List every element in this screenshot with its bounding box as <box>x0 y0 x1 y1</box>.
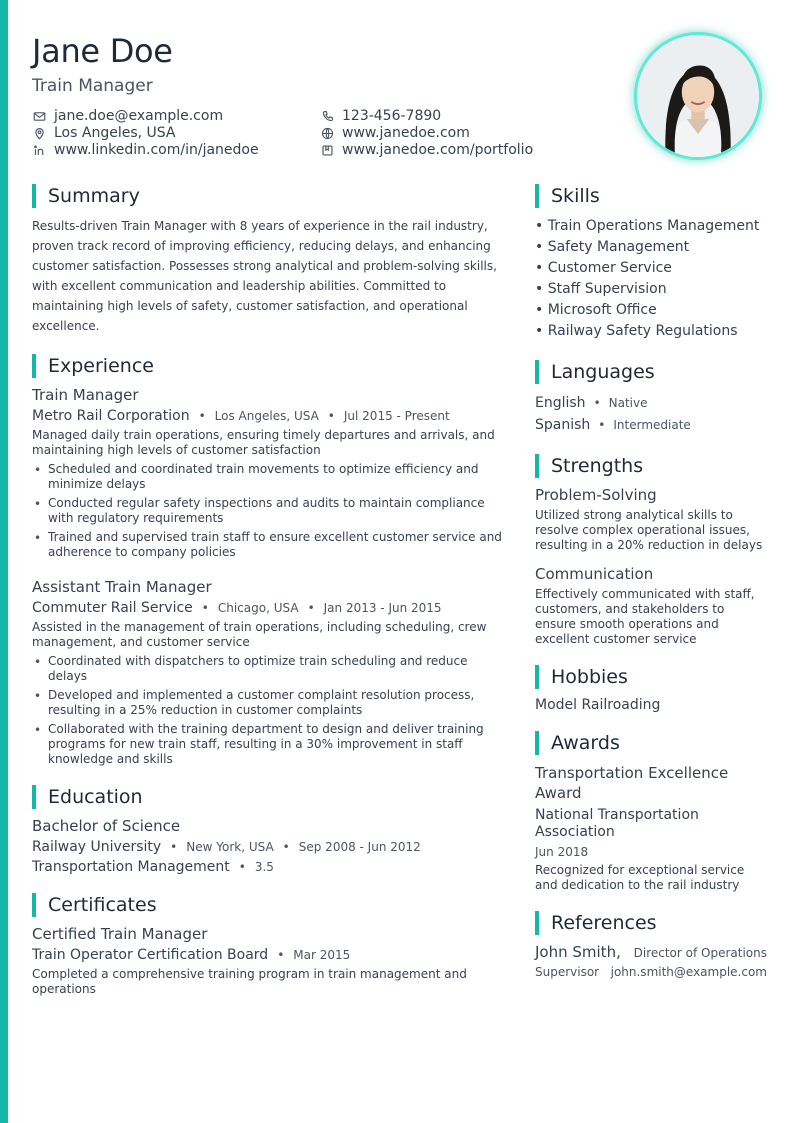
left-column <box>32 184 508 1015</box>
languages-heading <box>535 360 767 384</box>
job-bullets <box>32 462 508 560</box>
strength-item <box>535 486 767 553</box>
degree: Bachelor of Science <box>32 817 181 835</box>
linkedin-icon <box>32 144 46 158</box>
strengths-heading <box>535 454 767 478</box>
heading-accent <box>535 731 539 755</box>
job-entry <box>32 386 508 560</box>
job-bullet: • Conducted regular safety inspections and audits to maintain compliance with regulatory requirements <box>32 496 508 526</box>
certificate-issuer: Train Operator Certification Board <box>32 947 269 963</box>
languages-list <box>535 392 767 436</box>
strength-title: Communication <box>535 565 654 583</box>
summary-heading <box>32 184 508 208</box>
certificate-description: Completed a comprehensive training program in train management and operations <box>32 967 467 996</box>
summary-text: Results-driven Train Manager with 8 years of experience in the rail industry, proven track record of improving efficiency, reducing delays, and enhancing customer satisfaction. Possesses strong analytical and problem-solving skills, with excellent communication and leadership abilities. Committed to maintaining high levels of safety, customer satisfaction, and operational excellence. <box>32 219 497 333</box>
language-name: Spanish <box>535 417 591 433</box>
school-location: New York, USA <box>186 840 274 854</box>
heading-accent <box>535 454 539 478</box>
job-company: Commuter Rail Service <box>32 600 193 616</box>
award-description: Recognized for exceptional service and dedication to the rail industry <box>535 863 745 892</box>
skill-item: • Train Operations Management <box>535 218 760 234</box>
job-dates: Jul 2015 - Present <box>343 409 450 423</box>
language-name: English <box>535 395 586 411</box>
education-field-row <box>32 859 508 875</box>
job-bullets <box>32 654 508 767</box>
contact-website[interactable] <box>320 125 533 142</box>
skill-item: • Microsoft Office <box>535 302 657 318</box>
profile-photo-illustration <box>637 35 759 157</box>
separator-dot: • <box>170 840 178 854</box>
separator-dot: • <box>277 948 285 962</box>
reference-email[interactable]: john.smith@example.com <box>610 965 767 979</box>
job-bullet: • Scheduled and coordinated train movements to optimize efficiency and minimize delays <box>32 462 508 492</box>
separator-dot: • <box>201 601 209 615</box>
award-entry <box>535 763 767 893</box>
heading-accent <box>32 893 36 917</box>
reference-entry <box>535 943 767 979</box>
separator-dot: • <box>238 860 246 874</box>
job-company: Metro Rail Corporation <box>32 408 190 424</box>
skill-item: • Customer Service <box>535 260 672 276</box>
job-meta <box>32 408 508 424</box>
skill-item: • Staff Supervision <box>535 281 667 297</box>
job-bullet: • Coordinated with dispatchers to optimize train scheduling and reduce delays <box>32 654 508 684</box>
gpa: 3.5 <box>254 860 274 874</box>
website-text: www.janedoe.com <box>342 125 470 141</box>
contact-phone[interactable] <box>320 108 533 125</box>
contact-linkedin[interactable] <box>32 142 259 159</box>
right-column <box>535 184 767 979</box>
contact-location <box>32 125 259 142</box>
strength-description: Effectively communicated with staff, customers, and stakeholders to ensure smooth operations and excellent customer service <box>535 587 755 646</box>
languages-heading-text: Languages <box>551 361 655 383</box>
awards-heading-text: Awards <box>551 732 620 754</box>
certificates-heading-text: Certificates <box>48 894 157 916</box>
location-text: Los Angeles, USA <box>54 125 176 141</box>
heading-accent <box>535 360 539 384</box>
separator-dot: • <box>198 409 206 423</box>
profile-photo <box>634 32 762 160</box>
skill-item: • Railway Safety Regulations <box>535 323 738 339</box>
globe-icon <box>320 127 334 141</box>
strength-item <box>535 565 767 647</box>
portfolio-text: www.janedoe.com/portfolio <box>342 142 534 158</box>
job-dates: Jan 2013 - Jun 2015 <box>323 601 442 615</box>
job-title: Assistant Train Manager <box>32 578 212 596</box>
job-location: Chicago, USA <box>217 601 299 615</box>
strength-description: Utilized strong analytical skills to resolve complex operational issues, resulting in a 20% reduction in delays <box>535 508 763 552</box>
phone-text: 123-456-7890 <box>342 108 442 124</box>
heading-accent <box>32 184 36 208</box>
certificates-heading <box>32 893 508 917</box>
award-organization: National Transportation Association <box>535 807 699 840</box>
hobby-item: Model Railroading <box>535 697 661 713</box>
language-item <box>535 392 767 414</box>
education-meta <box>32 839 508 855</box>
award-title: Transportation Excellence Award <box>535 764 729 802</box>
education-entry <box>32 817 508 875</box>
heading-accent <box>32 354 36 378</box>
job-bullet: • Collaborated with the training department to design and deliver training programs for new train staff, resulting in a 30% improvement in staff knowledge and skills <box>32 722 508 767</box>
contact-email[interactable] <box>32 108 259 125</box>
separator-dot: • <box>593 396 601 410</box>
school-name: Railway University <box>32 839 162 855</box>
experience-heading-text: Experience <box>48 355 154 377</box>
field-of-study: Transportation Management <box>32 859 230 875</box>
education-heading <box>32 785 508 809</box>
strengths-heading-text: Strengths <box>551 455 644 477</box>
experience-heading <box>32 354 508 378</box>
job-description: Managed daily train operations, ensuring timely departures and arrivals, and maintaining high levels of customer satisfaction <box>32 428 495 457</box>
references-heading <box>535 911 767 935</box>
separator-dot: • <box>598 418 606 432</box>
language-level: Intermediate <box>613 418 691 432</box>
job-location: Los Angeles, USA <box>214 409 319 423</box>
reference-relation: Supervisor <box>535 965 600 979</box>
skills-heading <box>535 184 767 208</box>
heading-accent <box>535 911 539 935</box>
separator-dot: • <box>327 409 335 423</box>
hobbies-heading-text: Hobbies <box>551 666 628 688</box>
accent-bar <box>0 0 8 1123</box>
linkedin-text: www.linkedin.com/in/janedoe <box>54 142 259 158</box>
separator-dot: • <box>307 601 315 615</box>
contact-info-right <box>320 108 533 159</box>
phone-icon <box>320 110 334 124</box>
job-description: Assisted in the management of train operations, including scheduling, crew management, and customer service <box>32 620 487 649</box>
contact-portfolio[interactable] <box>320 142 533 159</box>
job-entry <box>32 578 508 767</box>
reference-row <box>535 943 767 961</box>
job-bullet: • Trained and supervised train staff to ensure excellent customer service and adherence to company policies <box>32 530 508 560</box>
hobbies-list <box>535 697 767 713</box>
education-heading-text: Education <box>48 786 143 808</box>
reference-name: John Smith, <box>535 943 621 961</box>
awards-heading <box>535 731 767 755</box>
email-text: jane.doe@example.com <box>54 108 224 124</box>
job-title: Train Manager <box>32 386 139 404</box>
reference-role: Director of Operations <box>633 946 767 960</box>
language-level: Native <box>608 396 648 410</box>
separator-dot: • <box>282 840 290 854</box>
heading-accent <box>32 785 36 809</box>
education-dates: Sep 2008 - Jun 2012 <box>298 840 421 854</box>
job-bullet: • Developed and implemented a customer complaint resolution process, resulting in a 25% reduction in customer complaints <box>32 688 508 718</box>
heading-accent <box>535 665 539 689</box>
contact-info-left <box>32 108 259 159</box>
hobbies-heading <box>535 665 767 689</box>
summary-heading-text: Summary <box>48 185 140 207</box>
certificate-meta <box>32 947 508 963</box>
strength-title: Problem-Solving <box>535 486 657 504</box>
skill-item: • Safety Management <box>535 239 690 255</box>
candidate-name: Jane Doe <box>32 32 173 70</box>
heading-accent <box>535 184 539 208</box>
bookmark-icon <box>320 144 334 158</box>
location-pin-icon <box>32 127 46 141</box>
references-heading-text: References <box>551 912 657 934</box>
mail-icon <box>32 110 46 124</box>
award-date: Jun 2018 <box>535 845 589 859</box>
certificate-name: Certified Train Manager <box>32 925 208 943</box>
language-item <box>535 414 767 436</box>
skills-heading-text: Skills <box>551 185 600 207</box>
reference-row <box>535 965 767 979</box>
certificate-date: Mar 2015 <box>293 948 351 962</box>
certificate-entry <box>32 925 508 997</box>
skills-list <box>535 216 767 342</box>
job-meta <box>32 600 508 616</box>
candidate-title: Train Manager <box>32 76 153 96</box>
